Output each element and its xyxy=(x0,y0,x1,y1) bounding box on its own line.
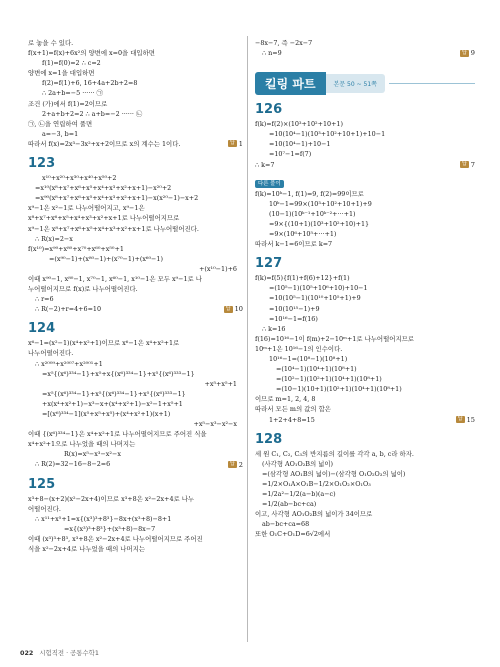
problem-number: 123 xyxy=(28,156,56,172)
solution-line: =(10⁵−1)(10⁵+10⁶+10)+10−1 xyxy=(269,284,368,293)
solution-line: ab−bc+ca=68 xyxy=(262,520,310,529)
solution-line: ∴ k=16 xyxy=(262,324,286,333)
problem-number: 125 xyxy=(28,476,56,492)
solution-line: 이때 (x³)³+8³, x³+8은 x²−2x+4로 나누어떨어지므로 주어진 xyxy=(28,534,203,543)
solution-line: 나누어떨어진다. xyxy=(28,349,74,358)
answer-value: 7 xyxy=(470,160,475,169)
solution-line: f(x+1)=f(x)+6x²의 양변에 x=0을 대입하면 xyxy=(28,49,155,58)
problem-number: 124 xyxy=(28,321,56,337)
solution-line: =9×(10⁶+10⁵+···+1) xyxy=(269,230,337,239)
solution-line: =(삼각형 AO₁B의 넓이)−(삼각형 O₁O₂O₃의 넓이) xyxy=(262,469,406,478)
solution-line: =1/2a²−1/2(a−b)(a−c) xyxy=(262,490,336,498)
alt-solution-tag: 다른 풀이 xyxy=(255,180,284,188)
solution-line: =10¹⁶−1=f(16) xyxy=(269,314,318,323)
solution-line: a=−3, b=1 xyxy=(42,129,79,138)
solution-line: =1/2(ab−bc+ca) xyxy=(262,500,317,509)
solution-line: x⁸+x⁷+x⁶+x⁵+x⁴+x³+x²+x+1로 나누어떨어지므로 xyxy=(28,214,180,223)
solution-line: 2+a+b+2=2 ∴ a+b=−2 ······ ㉡ xyxy=(42,109,143,118)
answer-badge-icon: 답 xyxy=(225,305,231,312)
solution-line: 누어떨어지므로 f(x)로 나누어떨어진다. xyxy=(28,285,138,294)
problem-number: 128 xyxy=(255,431,283,447)
solution-line: (10−1)(10ᵏ⁻¹+10ᵏ⁻²+···+1) xyxy=(269,209,356,218)
solution-line: 식을 x²−2x+4로 나누었을 때의 나머지는 xyxy=(28,545,145,554)
solution-line: +x(x⁴+x²+1)−x³−x+(x⁴+x²+1)−x²−1+x⁵+1 xyxy=(42,399,183,408)
solution-line: 이고, 사각형 AO₁O₂B의 넓이가 34이므로 xyxy=(255,510,373,519)
solution-line: =(10⁴−1)(10⁴+1)(10⁸+1) xyxy=(276,365,357,374)
page-number: 022 xyxy=(20,648,34,657)
solution-line: =(x⁹⁰−1)+(x⁸⁰−1)+(x⁷⁰−1)+(x⁶⁰−1) xyxy=(49,254,163,263)
page-footer xyxy=(20,648,99,657)
header-rule xyxy=(389,83,475,84)
solution-line: −8x−7, 즉 −2x−7 xyxy=(255,39,313,47)
solution-line: f(1)=f(0)=2 ∴ c=2 xyxy=(42,59,101,68)
solution-line: ∴ n=9 xyxy=(262,49,282,58)
solution-line: +x⁵+x⁵+1 xyxy=(204,379,237,388)
solution-line: f(k)=10ᵏ−1, f(1)=9, f(2)=99이므로 xyxy=(255,189,364,198)
section-page-ref: 본문 50 ~ 51쪽 xyxy=(326,74,385,93)
solution-line: x⁹−1은 x⁸+x⁷+x⁶+x⁵+x⁴+x³+x²+x+1로 나누어떨어진다. xyxy=(28,224,199,233)
solution-line: f(x¹⁰)=x⁹⁰+x⁸⁰+x⁷⁰+x⁶⁰+x⁵⁰+1 xyxy=(28,244,124,253)
solution-line: x⁴+x²+1으로 나누었을 때의 나머지는 xyxy=(28,440,136,449)
right-column xyxy=(255,38,475,539)
problem-number: 126 xyxy=(255,102,283,118)
solution-line: R(x)=x⁵−x³−x²−x xyxy=(64,450,121,459)
solution-line: 이때 {(x⁶)³³⁴−1}은 x⁴+x²+1로 나누어떨어지므로 주어진 식을 xyxy=(28,430,207,439)
solution-line: f(16)=10¹⁶−1이 f(m)+2−10ᵐ+1로 나누어떨어지므로 xyxy=(255,334,414,343)
solution-line: =10(10⁴−1)(10³+10²+10+1)+10−1 xyxy=(269,130,386,139)
solution-line: ∴ k=7 xyxy=(255,160,275,169)
solution-line: x³+8−(x+2)(x²−2x+4)이므로 x³+8은 x²−2x+4로 나누 xyxy=(28,494,195,503)
answer-value: 10 xyxy=(234,305,243,314)
solution-line: x¹⁰+x²⁰+x³⁰+x⁴⁰+x⁵⁰+2 xyxy=(42,174,117,183)
solution-line: 이때 x⁹⁰−1, x⁸⁰−1, x⁷⁰−1, x⁶⁰−1, x¹⁰−1은 모두 x⁹−1로 나 xyxy=(28,274,202,283)
solution-line: =(10²−1)(10²+1)(10⁴+1)(10⁸+1) xyxy=(276,375,382,384)
solution-line: =x⁵{(x⁶)³³⁴−1}+x⁵+x{(x⁶)³³⁴−1}+x⁵{(x⁶)³³³−1} xyxy=(42,369,195,378)
answer-value: 1 xyxy=(238,139,243,148)
solution-line: 10ᵐ+1은 10¹⁶−1의 인수이다. xyxy=(255,344,343,353)
answer-badge-icon: 답 xyxy=(461,49,467,56)
solution-line: =[(x⁶)³³⁴−1](x⁵+x⁵+x⁵)+(x⁴+x²+1)(x+1) xyxy=(42,410,171,418)
solution-line: 따라서 k−1=6이므로 k=7 xyxy=(255,240,333,249)
solution-line: f(k)=f(2)×(10³+10²+10+1) xyxy=(255,120,343,129)
answer-value: 2 xyxy=(238,460,243,469)
solution-line: =(10−1)(10+1)(10²+1)(10⁴+1)(10⁸+1) xyxy=(276,385,402,394)
answer-badge-icon: 답 xyxy=(229,140,235,147)
solution-line: 10ᵏ−1=99×(10³+10²+10+1)+9 xyxy=(269,199,372,208)
solution-line: =10(10¹⁵−1)+9 xyxy=(269,304,320,313)
answer-row xyxy=(255,48,475,58)
solution-line: 따라서 f(x)=2x³−3x²+x+2이므로 x의 계수는 1이다. xyxy=(28,139,181,148)
solution-line: =10(10⁵−1)(10¹⁰+10⁵+1)+9 xyxy=(269,294,361,303)
answer-badge-icon: 답 xyxy=(461,161,467,168)
solution-line: ∴ R(2)=32−16−8−2=6 xyxy=(35,460,111,469)
solution-line: ∴ R(−2)+r=4+6=10 xyxy=(35,305,102,314)
left-column xyxy=(28,38,243,554)
solution-line: +x⁵−x³−x²−x xyxy=(193,420,237,429)
solution-line: 10¹⁶−1=(10⁸−1)(10⁸+1) xyxy=(269,354,348,363)
solution-line: 조건 (가)에서 f(1)=2이므로 xyxy=(28,99,108,108)
answer-value: 15 xyxy=(466,415,475,424)
solution-line: 따라서 모든 m의 값의 합은 xyxy=(255,405,331,414)
solution-line: 세 원 C₁, C₂, C₃의 반지름의 길이를 각각 a, b, c라 하자. xyxy=(255,449,414,458)
solution-line: 또한 O₁C+O₁D=6√2에서 xyxy=(255,530,331,539)
answer-row xyxy=(28,304,243,314)
answer-badge-icon: 답 xyxy=(457,416,463,423)
solution-line: f(k)=f(5){f(1)+f(6)+12}+f(1) xyxy=(255,274,350,283)
answer-row xyxy=(28,139,243,149)
killing-part-header xyxy=(255,72,475,95)
section-title: 킬링 파트 xyxy=(255,72,326,95)
solution-line: ㉠, ㉡을 연립하여 풀면 xyxy=(28,119,93,128)
answer-row xyxy=(255,160,475,170)
solution-line: 로 놓을 수 있다. xyxy=(28,39,74,47)
solution-line: ∴ 2a+b=−5 ······ ㉠ xyxy=(42,89,103,98)
answer-row xyxy=(28,459,243,469)
solution-line: =10⁷−1=f(7) xyxy=(269,150,312,159)
solution-line: f(2)=f(1)+6, 16+4a+2b+2=8 xyxy=(42,79,138,88)
solution-line: 이므로 m=1, 2, 4, 8 xyxy=(255,395,316,404)
solution-line: =x¹⁰(x⁸+x⁷+x⁶+x⁵+x⁴+x³+x²+x+1)−x²⁰+2 xyxy=(35,184,172,193)
solution-line: ∴ x¹¹+x⁵+1=x{(x³)³+8³}−8x+(x³+8)−8+1 xyxy=(35,514,172,523)
answer-value: 9 xyxy=(470,49,475,58)
solution-line: =9×{(10+1)(10³+10²+10)+1} xyxy=(269,219,370,228)
solution-line: ∴ R(x)=2−x xyxy=(35,234,73,243)
answer-row xyxy=(255,415,475,425)
solution-line: ∴ x²⁰⁰⁹+x²⁰⁰⁷+x²⁰⁰¹+1 xyxy=(35,359,103,368)
column-divider xyxy=(247,36,248,642)
solution-line: =1/2×O₁A×O₁B−1/2×O₁O₂×O₁O₃ xyxy=(262,479,371,488)
answer-badge-icon: 답 xyxy=(229,461,235,468)
solution-line: +(x¹⁰−1)+6 xyxy=(199,264,237,273)
solution-line: x⁹−1은 x²−1로 나누어떨어지고, x⁹−1은 xyxy=(28,204,145,213)
solution-line: (사각형 AO₁O₂B의 넓이) xyxy=(262,459,334,468)
solution-line: =x{(x³)³+8³}+(x³+8)−8x−7 xyxy=(64,524,156,533)
solution-line: =x⁵{(x⁶)³³⁴−1}+x⁵{(x⁶)³³⁴−1}+x⁵{(x⁶)³³³−1} xyxy=(42,389,186,398)
solution-line: ∴ r=6 xyxy=(35,295,54,304)
solution-line: 양변에 x=1을 대입하면 xyxy=(28,69,95,78)
solution-line: x⁶−1=(x²−1)(x⁴+x²+1)이므로 x⁶−1은 x⁴+x²+1로 xyxy=(28,339,180,348)
problem-number: 127 xyxy=(255,256,283,272)
solution-line: 1+2+4+8=15 xyxy=(269,415,315,424)
solution-line: =10(10⁴−1)+10−1 xyxy=(269,140,331,149)
solution-line: 어떨어진다. xyxy=(28,504,61,513)
book-title: 시험직전 · 공통수학1 xyxy=(39,649,99,657)
solution-line: =x⁹⁰(x⁸+x⁷+x⁶+x⁵+x⁴+x³+x²+x+1)−x(x²⁰−1)−x+2 xyxy=(35,194,199,203)
